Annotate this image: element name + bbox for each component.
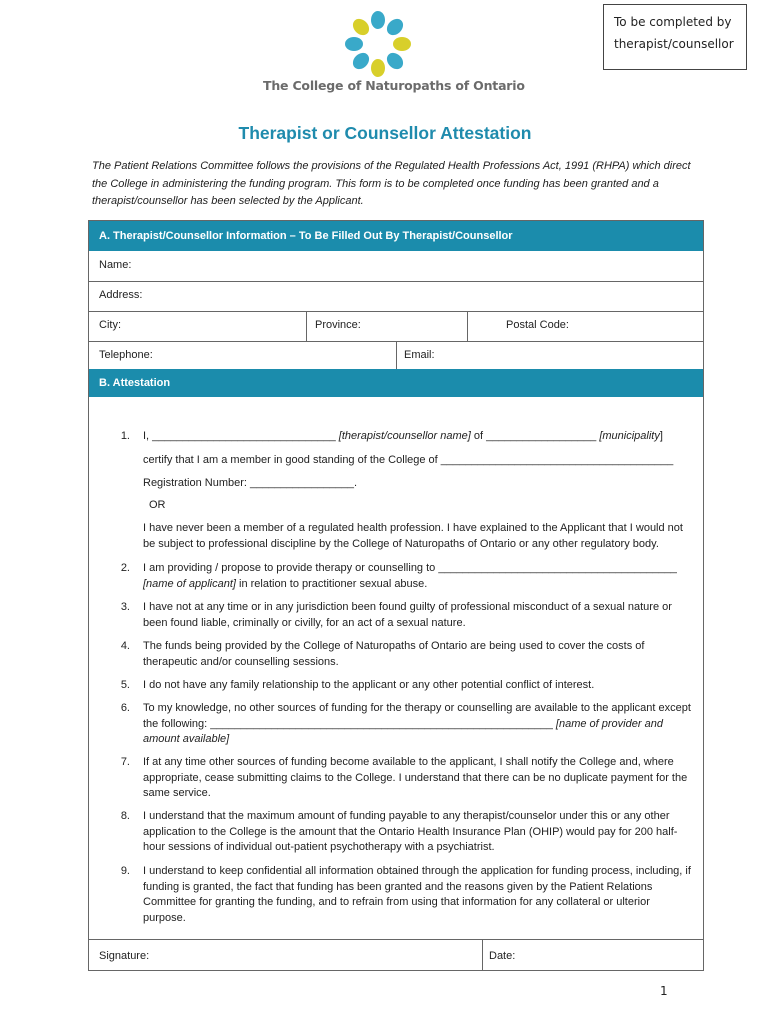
item-number: 9.: [120, 865, 130, 877]
section-a-heading: A. Therapist/Counsellor Information – To Be Filled Out By Therapist/Counsellor: [89, 221, 703, 251]
section-b-heading: B. Attestation: [89, 369, 703, 397]
postal-code-field[interactable]: Postal Code:: [506, 319, 569, 331]
item1-name-hint: [therapist/counsellor name]: [338, 430, 471, 442]
page-number: 1: [660, 984, 668, 998]
org-name: The College of Naturopaths of Ontario: [263, 78, 525, 93]
completed-by-text: To be completed by therapist/counsellor: [614, 15, 734, 51]
telephone-field[interactable]: Telephone:: [99, 349, 153, 361]
intro-paragraph: The Patient Relations Committee follows the provisions of the Regulated Health Professions Act, 1991 (RHPA) which direct the College in administering the funding program. This form is to be completed once funding has been granted and a therapist/counsellor has been selected by the Applicant.: [92, 160, 691, 207]
item1-bracket: ]: [659, 430, 663, 442]
item2-applicant-blank[interactable]: I am providing / propose to provide therapy or counselling to _______________________________________: [143, 562, 677, 574]
item7-text: If at any time other sources of funding become available to the applicant, I shall notify the College and, where appropriate, cease submitting claims to the College. I understand that there can be no duplicate payment for the same service.: [143, 756, 688, 799]
item5-text: I do not have any family relationship to the applicant or any other potential conflict of interest.: [143, 679, 595, 691]
item1-never-text: I have never been a member of a regulated health profession. I have explained to the Applicant that I would not be subject to professional discipline by the College of Naturopaths of Ontario or any other regulatory body.: [143, 522, 683, 550]
item3-text: I have not at any time or in any jurisdiction been found guilty of professional misconduct of a sexual nature or been found liable, criminally or civilly, for an act of a sexual nature.: [143, 601, 672, 629]
item2-text: in relation to practitioner sexual abuse.: [235, 577, 428, 590]
item2-applicant-hint: [name of applicant]: [143, 577, 236, 590]
email-field[interactable]: Email:: [404, 349, 435, 361]
item1-or-text: OR: [149, 499, 166, 511]
item1-name-blank[interactable]: I, ______________________________: [143, 430, 339, 442]
item1-certify-text[interactable]: certify that I am a member in good standing of the College of ______________________________________: [143, 454, 674, 466]
city-field[interactable]: City:: [99, 319, 121, 331]
item8-text: I understand that the maximum amount of funding payable to any therapist/counselor under this or any other application to the College is the amount that the Ontario Health Insurance Plan (OHIP) would pay for 200 half-hour sessions of individual out-patient psychotherapy with a psychiatrist.: [143, 810, 678, 853]
province-field[interactable]: Province:: [315, 319, 361, 331]
registration-number-field[interactable]: Registration Number: _________________.: [143, 477, 358, 489]
name-field[interactable]: Name:: [99, 259, 132, 271]
address-field[interactable]: Address:: [99, 289, 143, 301]
item9-text: I understand to keep confidential all information obtained through the application for funding process, including, if funding is granted, the fact that funding has been granted and the reasons given by the Patient Relations Committee for granting the funding, and to refrain from using that information for any collateral or ulterior purpose.: [143, 865, 691, 924]
attestation-form: [88, 220, 704, 971]
item-number: 7.: [120, 756, 130, 768]
completed-by-box: [603, 4, 747, 70]
item1-municipality-blank[interactable]: of __________________: [470, 430, 600, 442]
item6-provider-blank[interactable]: To my knowledge, no other sources of funding for the therapy or counselling are available to the applicant except the following: ________________________________________________________: [143, 702, 691, 730]
date-field[interactable]: Date:: [489, 950, 516, 962]
item-number: 8.: [120, 810, 130, 822]
item-number: 6.: [120, 702, 130, 714]
item-number: 5.: [120, 679, 130, 691]
item-number: 1.: [120, 430, 130, 442]
signature-field[interactable]: Signature:: [99, 950, 150, 962]
item-number: 4.: [120, 640, 130, 652]
item1-municipality-hint: [municipality: [599, 430, 660, 442]
item4-text: The funds being provided by the College of Naturopaths of Ontario are being used to cover the costs of therapeutic and/or counselling sessions.: [143, 640, 645, 668]
item6-provider-hint: [name of provider and amount available]: [143, 717, 663, 745]
item-number: 2.: [120, 562, 130, 574]
page-title: Therapist or Counsellor Attestation: [238, 123, 532, 143]
item-number: 3.: [120, 601, 130, 613]
